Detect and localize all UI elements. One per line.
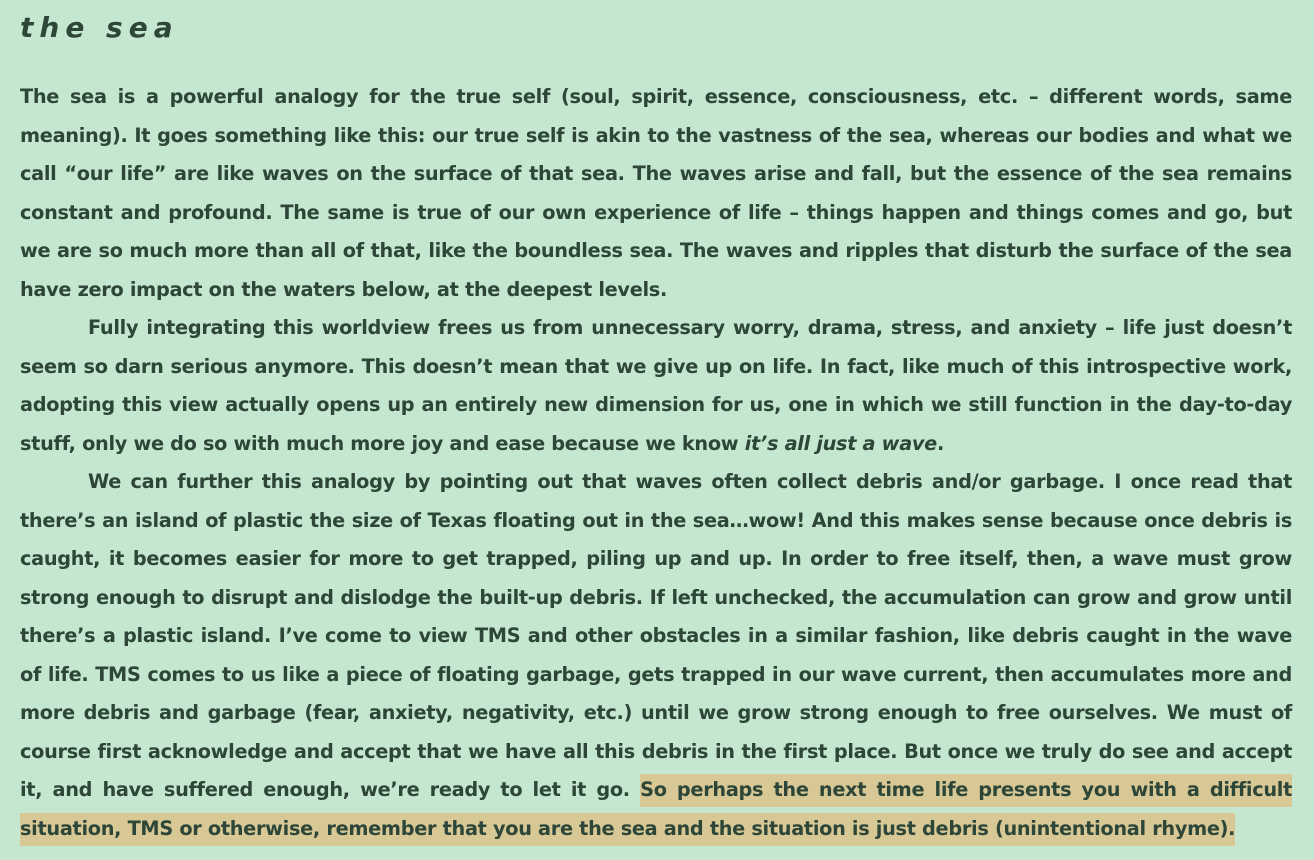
paragraph-3[interactable] [20, 463, 1292, 848]
paragraph-3-text: We can further this analogy by pointing out that waves often collect debris and/or garbage. I once read that there’s an island of plastic the size of Texas floating out in the sea…wow! And this makes sense because once debris is caught, it becomes easier for more to get trapped, piling up and up. In order to free itself, then, a wave must grow strong enough to disrupt and dislodge the built-up debris. If left unchecked, the accumulation can grow and grow until there’s a plastic island. I’ve come to view TMS and other obstacles in a similar fashion, like debris caught in the wave of life. TMS comes to us like a piece of floating garbage, gets trapped in our wave current, then accumulates more and more debris and garbage (fear, anxiety, negativity, etc.) until we grow strong enough to free ourselves. We must of course first acknowledge and accept that we have all this debris in the first place. But once we truly do see and accept it, and have suffered enough, we’re ready to let it go. [20, 470, 1292, 801]
paragraph-1[interactable]: The sea is a powerful analogy for the true self (soul, spirit, essence, consciousness, etc. – different words, same meaning). It goes something like this: our true self is akin to the vastness of the sea, whereas our bodies and what we call “our life” are like waves on the surface of that sea. The waves arise and fall, but the essence of the sea remains constant and profound. The same is true of our own experience of life – things happen and things comes and go, but we are so much more than all of that, like the boundless sea. The waves and ripples that disturb the surface of the sea have zero impact on the waters below, at the deepest levels. [20, 85, 1292, 301]
highlighted-passage[interactable]: So perhaps the next time life presents you with a difficult situation, TMS or otherwise, remember that you are the sea and the situation is just debris (unintentional rhyme). [20, 774, 1292, 846]
paragraph-2[interactable] [20, 309, 1292, 463]
paragraph-2-end: . [936, 431, 944, 455]
paragraph-2-text: Fully integrating this worldview frees us from unnecessary worry, drama, stress, and anxiety – life just doesn’t seem so darn serious anymore. This doesn’t mean that we give up on life. In fact, like much of this introspective work, adopting this view actually opens up an entirely new dimension for us, one in which we still function in the day-to-day stuff, only we do so with much more joy and ease because we know [20, 316, 1292, 455]
paragraph-2-italic: it’s all just a wave [744, 431, 937, 455]
chapter-title: the sea [20, 11, 179, 44]
